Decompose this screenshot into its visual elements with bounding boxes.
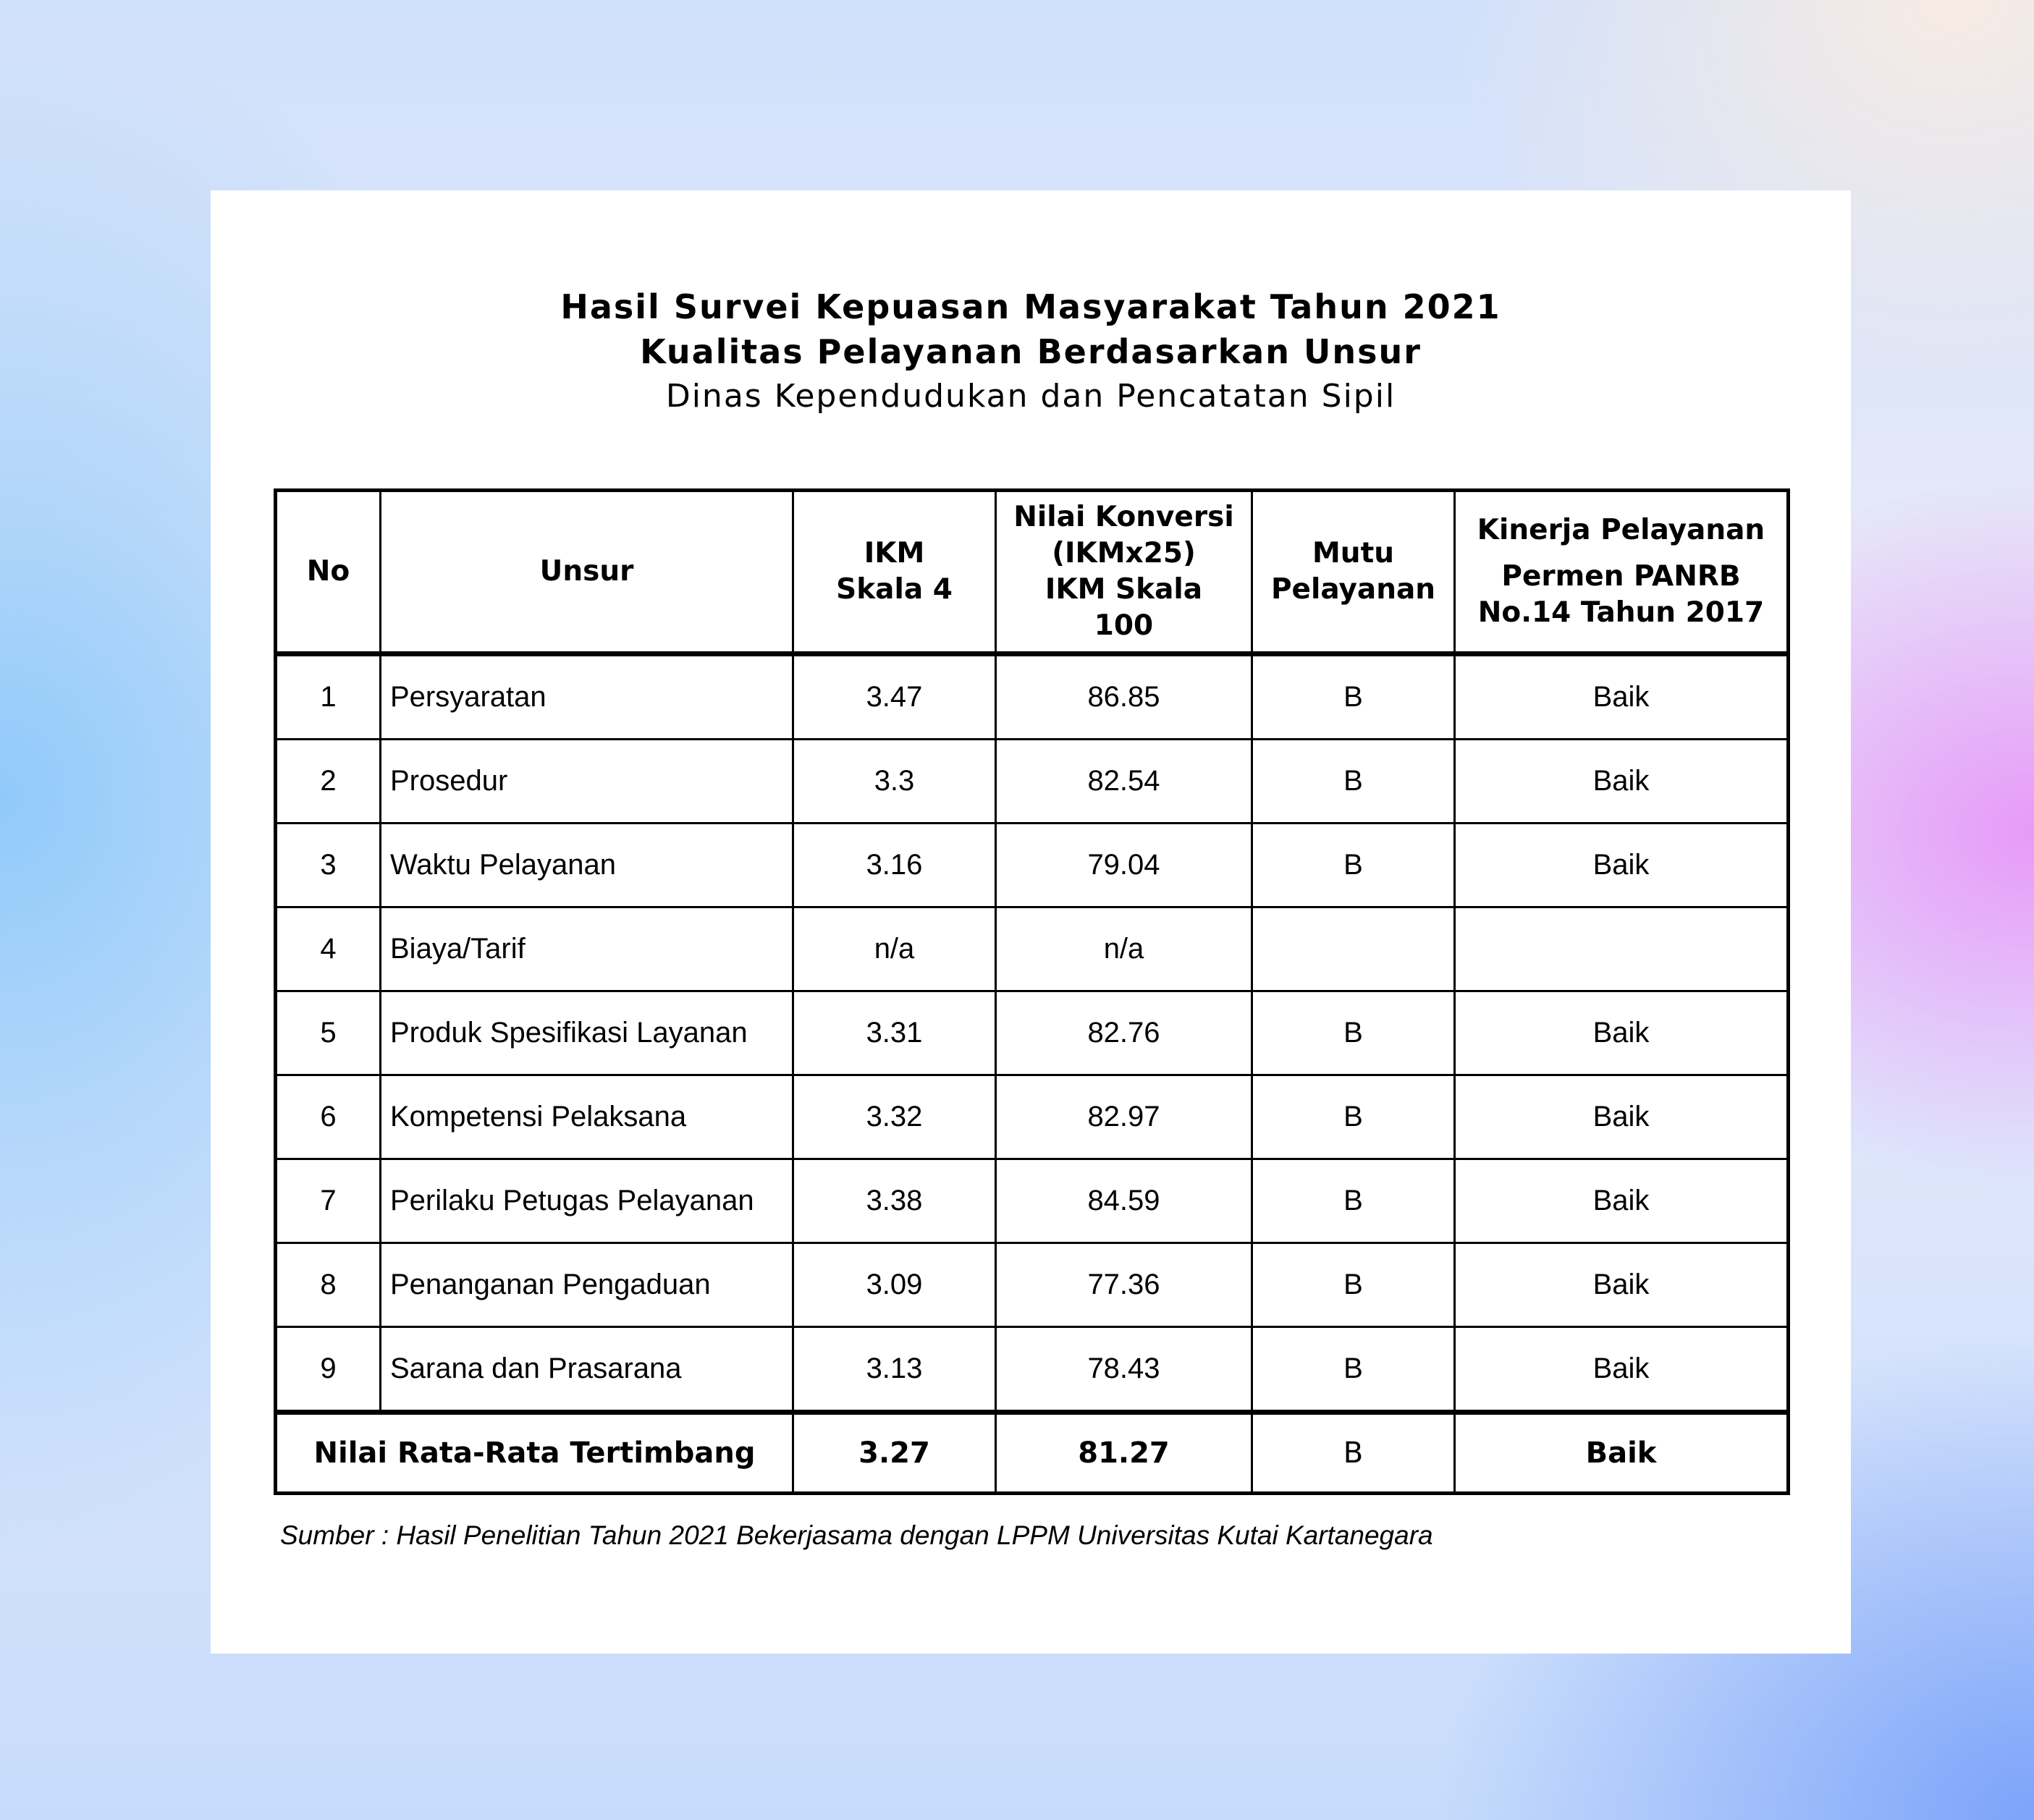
header-no: No (276, 491, 381, 654)
cell-mutu: B (1252, 1075, 1455, 1159)
cell-no: 8 (276, 1243, 381, 1327)
cell-ikm: 3.16 (793, 824, 996, 907)
cell-konversi: 82.76 (996, 991, 1252, 1075)
cell-mutu: B (1252, 824, 1455, 907)
cell-no: 1 (276, 654, 381, 740)
cell-kinerja: Baik (1455, 1159, 1789, 1243)
title-block (211, 284, 1851, 419)
total-konversi: 81.27 (996, 1413, 1252, 1494)
cell-no: 2 (276, 740, 381, 824)
table-row (276, 991, 1789, 1075)
cell-no: 9 (276, 1327, 381, 1413)
title-line-1: Hasil Survei Kepuasan Masyarakat Tahun 2021 (560, 287, 1501, 326)
cell-unsur: Produk Spesifikasi Layanan (381, 991, 793, 1075)
cell-ikm: 3.09 (793, 1243, 996, 1327)
cell-mutu (1252, 907, 1455, 991)
cell-kinerja: Baik (1455, 1243, 1789, 1327)
total-ikm: 3.27 (793, 1413, 996, 1494)
title-line-2: Kualitas Pelayanan Berdasarkan Unsur (640, 332, 1422, 371)
table-header-row (276, 491, 1789, 654)
document-card (211, 190, 1851, 1654)
cell-konversi: n/a (996, 907, 1252, 991)
cell-kinerja: Baik (1455, 1327, 1789, 1413)
header-mutu-line: Pelayanan (1270, 573, 1436, 606)
cell-unsur: Persyaratan (381, 654, 793, 740)
subtitle: Dinas Kependudukan dan Pencatatan Sipil (665, 378, 1396, 415)
header-kinerja-line: Permen PANRB (1501, 560, 1741, 593)
header-ikm-line: IKM (864, 537, 925, 570)
cell-ikm: 3.47 (793, 654, 996, 740)
cell-mutu: B (1252, 1159, 1455, 1243)
cell-no: 6 (276, 1075, 381, 1159)
header-konversi (996, 491, 1252, 654)
cell-konversi: 82.54 (996, 740, 1252, 824)
cell-kinerja: Baik (1455, 740, 1789, 824)
header-kinerja (1455, 491, 1789, 654)
table-row (276, 1327, 1789, 1413)
header-unsur: Unsur (381, 491, 793, 654)
cell-no: 7 (276, 1159, 381, 1243)
table-row (276, 1243, 1789, 1327)
cell-konversi: 84.59 (996, 1159, 1252, 1243)
cell-ikm: 3.38 (793, 1159, 996, 1243)
cell-konversi: 77.36 (996, 1243, 1252, 1327)
cell-unsur: Prosedur (381, 740, 793, 824)
total-mutu: B (1252, 1413, 1455, 1494)
table-total-row (276, 1413, 1789, 1494)
header-konversi-line: Nilai Konversi (1013, 501, 1234, 533)
cell-konversi: 82.97 (996, 1075, 1252, 1159)
table-row (276, 1075, 1789, 1159)
cell-kinerja: Baik (1455, 824, 1789, 907)
cell-mutu: B (1252, 1327, 1455, 1413)
cell-ikm: 3.31 (793, 991, 996, 1075)
header-mutu-line: Mutu (1312, 537, 1394, 570)
header-ikm (793, 491, 996, 654)
header-konversi-line: (IKMx25) (1052, 537, 1196, 570)
cell-no: 5 (276, 991, 381, 1075)
cell-unsur: Waktu Pelayanan (381, 824, 793, 907)
header-ikm-line: Skala 4 (836, 573, 953, 606)
total-kinerja: Baik (1455, 1413, 1789, 1494)
cell-ikm: 3.3 (793, 740, 996, 824)
cell-unsur: Perilaku Petugas Pelayanan (381, 1159, 793, 1243)
header-mutu (1252, 491, 1455, 654)
total-label: Nilai Rata-Rata Tertimbang (276, 1413, 793, 1494)
cell-kinerja: Baik (1455, 991, 1789, 1075)
cell-no: 4 (276, 907, 381, 991)
cell-mutu: B (1252, 740, 1455, 824)
cell-konversi: 79.04 (996, 824, 1252, 907)
cell-unsur: Kompetensi Pelaksana (381, 1075, 793, 1159)
table-row (276, 824, 1789, 907)
table-row (276, 654, 1789, 740)
cell-kinerja (1455, 907, 1789, 991)
cell-konversi: 78.43 (996, 1327, 1252, 1413)
cell-ikm: 3.13 (793, 1327, 996, 1413)
cell-mutu: B (1252, 654, 1455, 740)
table-row (276, 1159, 1789, 1243)
cell-kinerja: Baik (1455, 1075, 1789, 1159)
cell-unsur: Sarana dan Prasarana (381, 1327, 793, 1413)
cell-mutu: B (1252, 1243, 1455, 1327)
table-row (276, 740, 1789, 824)
cell-no: 3 (276, 824, 381, 907)
source-note: Sumber : Hasil Penelitian Tahun 2021 Bekerjasama dengan LPPM Universitas Kutai Kartanegara (280, 1520, 1433, 1550)
cell-ikm: n/a (793, 907, 996, 991)
cell-kinerja: Baik (1455, 654, 1789, 740)
header-kinerja-line: Kinerja Pelayanan (1477, 514, 1765, 546)
table-row (276, 907, 1789, 991)
cell-unsur: Biaya/Tarif (381, 907, 793, 991)
header-konversi-line: 100 (1094, 609, 1154, 642)
cell-unsur: Penanganan Pengaduan (381, 1243, 793, 1327)
ikm-table (274, 488, 1790, 1495)
header-kinerja-line: No.14 Tahun 2017 (1477, 596, 1765, 629)
header-konversi-line: IKM Skala (1045, 573, 1203, 606)
cell-mutu: B (1252, 991, 1455, 1075)
cell-konversi: 86.85 (996, 654, 1252, 740)
cell-ikm: 3.32 (793, 1075, 996, 1159)
